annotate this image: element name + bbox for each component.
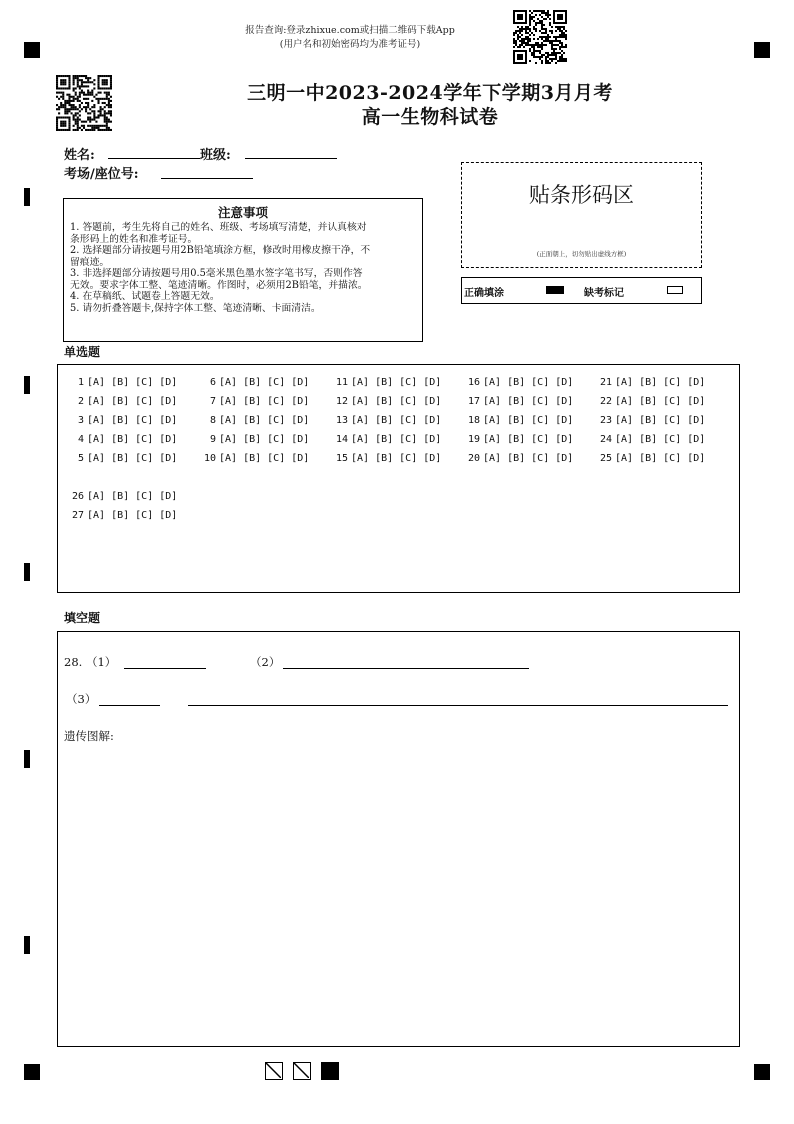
mc-question-25 — [594, 453, 705, 464]
mc-options[interactable]: [A] [B] [C] [D] — [219, 453, 310, 464]
timing-mark — [24, 376, 30, 394]
timing-mark — [24, 563, 30, 581]
registration-mark-bottom-left — [24, 1064, 40, 1080]
mc-question-26 — [66, 491, 177, 502]
timing-mark — [24, 188, 30, 206]
mc-question-16 — [462, 377, 573, 388]
mc-question-24 — [594, 434, 705, 445]
notice-box — [63, 198, 423, 342]
mc-question-11 — [330, 377, 441, 388]
name-label: 姓名: — [64, 148, 95, 163]
exam-subtitle: 高一生物科试卷 — [361, 106, 499, 128]
mc-options[interactable]: [A] [B] [C] [D] — [219, 434, 310, 445]
notice-item: 4. 在草稿纸、试题卷上答题无效。 — [70, 291, 220, 302]
mc-question-14 — [330, 434, 441, 445]
mc-question-number: 1 — [77, 377, 84, 388]
mc-question-number: 13 — [335, 415, 348, 426]
mc-question-number: 11 — [335, 377, 348, 388]
mc-question-1 — [66, 377, 177, 388]
mc-options[interactable]: [A] [B] [C] [D] — [351, 453, 442, 464]
notice-item: 留痕迹。 — [70, 256, 110, 268]
class-field[interactable] — [245, 158, 337, 159]
notice-title: 注意事项 — [217, 205, 268, 220]
fill-blank-area — [57, 631, 740, 1047]
mc-question-number: 15 — [335, 453, 348, 464]
mc-options[interactable]: [A] [B] [C] [D] — [483, 377, 574, 388]
page-mark-filled-icon — [321, 1062, 339, 1080]
barcode-area — [461, 162, 702, 268]
registration-mark-top-right — [754, 42, 770, 58]
mc-question-number: 23 — [599, 415, 612, 426]
page-mark-slash-icon — [293, 1062, 311, 1080]
report-query-line1: 报告查询:登录zhixue.com或扫描二维码下载App — [245, 25, 455, 36]
class-label: 班级: — [200, 148, 231, 163]
mc-options[interactable]: [A] [B] [C] [D] — [219, 377, 310, 388]
mc-question-3 — [66, 415, 177, 426]
report-query-note — [200, 24, 500, 52]
mc-options[interactable]: [A] [B] [C] [D] — [219, 396, 310, 407]
q28-part3-answer-short[interactable] — [99, 705, 160, 706]
mc-question-number: 8 — [209, 415, 216, 426]
multiple-choice-label: 单选题 — [64, 345, 101, 359]
notice-item: 2. 选择题部分请按题号用2B铅笔填涂方框，修改时用橡皮擦干净，不 — [70, 245, 371, 256]
name-field[interactable] — [108, 158, 200, 159]
mc-options[interactable]: [A] [B] [C] [D] — [483, 434, 574, 445]
mc-question-15 — [330, 453, 441, 464]
mc-question-13 — [330, 415, 441, 426]
mc-question-8 — [198, 415, 309, 426]
mc-options[interactable]: [A] [B] [C] [D] — [87, 510, 178, 521]
mc-question-number: 20 — [467, 453, 480, 464]
mc-question-17 — [462, 396, 573, 407]
timing-mark — [24, 750, 30, 768]
app-qr-code-icon — [513, 10, 567, 64]
mc-options[interactable]: [A] [B] [C] [D] — [615, 396, 706, 407]
mc-question-number: 18 — [467, 415, 480, 426]
exam-title: 三明一中2023-2024学年下学期3月月考 — [247, 82, 613, 104]
mc-options[interactable]: [A] [B] [C] [D] — [483, 453, 574, 464]
mc-question-9 — [198, 434, 309, 445]
page-mark-slash-icon — [265, 1062, 283, 1080]
registration-mark-bottom-right — [754, 1064, 770, 1080]
q28-part3-label: （3） — [66, 692, 97, 706]
barcode-area-hint: (正面朝上，切勿贴出虚线方框) — [536, 250, 627, 258]
mc-question-22 — [594, 396, 705, 407]
q28-part1-label: 28. （1） — [64, 655, 117, 669]
mc-question-number: 27 — [71, 510, 84, 521]
mc-question-10 — [198, 453, 309, 464]
mc-question-number: 12 — [335, 396, 348, 407]
mc-question-number: 3 — [77, 415, 84, 426]
mc-question-6 — [198, 377, 309, 388]
correct-fill-label: 正确填涂 — [464, 288, 504, 299]
timing-mark — [24, 936, 30, 954]
seat-field[interactable] — [161, 178, 253, 179]
mc-options[interactable]: [A] [B] [C] [D] — [219, 415, 310, 426]
mc-options[interactable]: [A] [B] [C] [D] — [87, 377, 178, 388]
exam-qr-code-icon — [56, 75, 112, 131]
mc-question-number: 16 — [467, 377, 480, 388]
mc-question-number: 21 — [599, 377, 612, 388]
mc-question-number: 2 — [77, 396, 84, 407]
mc-options[interactable]: [A] [B] [C] [D] — [615, 377, 706, 388]
fill-example-box — [461, 277, 702, 304]
notice-item: 1. 答题前，考生先将自己的姓名、班级、考场填写清楚，并认真核对 — [70, 222, 367, 233]
correct-fill-sample — [546, 286, 564, 294]
mc-question-number: 19 — [467, 434, 480, 445]
mc-options[interactable]: [A] [B] [C] [D] — [87, 396, 178, 407]
notice-item: 5. 请勿折叠答题卡,保持字体工整、笔迹清晰、卡面清洁。 — [70, 302, 321, 314]
notice-item: 3. 非选择题部分请按题号用0.5毫米黑色墨水签字笔书写，否则作答 — [70, 268, 363, 279]
mc-question-number: 24 — [599, 434, 612, 445]
mc-question-number: 14 — [335, 434, 348, 445]
mc-question-number: 4 — [77, 434, 84, 445]
report-query-line2: (用户名和初始密码均为准考证号) — [279, 39, 421, 50]
mc-options[interactable]: [A] [B] [C] [D] — [87, 491, 178, 502]
mc-question-number: 5 — [77, 453, 84, 464]
mc-options[interactable]: [A] [B] [C] [D] — [351, 396, 442, 407]
genetics-diagram-label: 遗传图解: — [64, 729, 114, 743]
mc-question-5 — [66, 453, 177, 464]
registration-mark-top-left — [24, 42, 40, 58]
mc-question-number: 7 — [209, 396, 216, 407]
mc-question-number: 9 — [209, 434, 216, 445]
mc-question-27 — [66, 510, 177, 521]
mc-options[interactable]: [A] [B] [C] [D] — [87, 415, 178, 426]
mc-question-2 — [66, 396, 177, 407]
mc-options[interactable]: [A] [B] [C] [D] — [615, 434, 706, 445]
mc-question-21 — [594, 377, 705, 388]
mc-question-number: 6 — [209, 377, 216, 388]
seat-label: 考场/座位号: — [64, 167, 139, 182]
q28-part1-answer[interactable] — [124, 668, 206, 669]
mc-question-number: 10 — [203, 453, 216, 464]
notice-item: 条形码上的姓名和准考证号。 — [70, 233, 198, 245]
mc-options[interactable]: [A] [B] [C] [D] — [351, 434, 442, 445]
q28-part3-answer-long[interactable] — [188, 705, 728, 706]
absent-mark-box[interactable] — [667, 286, 683, 294]
q28-part2-answer[interactable] — [283, 668, 529, 669]
absent-mark-label: 缺考标记 — [584, 288, 624, 299]
mc-question-number: 25 — [599, 453, 612, 464]
fill-blank-label: 填空题 — [64, 611, 101, 625]
mc-options[interactable]: [A] [B] [C] [D] — [87, 453, 178, 464]
mc-options[interactable]: [A] [B] [C] [D] — [351, 415, 442, 426]
mc-question-7 — [198, 396, 309, 407]
mc-question-number: 26 — [71, 491, 84, 502]
multiple-choice-area — [57, 364, 740, 593]
mc-question-number: 22 — [599, 396, 612, 407]
mc-question-19 — [462, 434, 573, 445]
mc-question-12 — [330, 396, 441, 407]
q28-part2-label: （2） — [250, 655, 281, 669]
mc-options[interactable]: [A] [B] [C] [D] — [483, 396, 574, 407]
mc-options[interactable]: [A] [B] [C] [D] — [483, 415, 574, 426]
mc-question-20 — [462, 453, 573, 464]
mc-options[interactable]: [A] [B] [C] [D] — [351, 377, 442, 388]
mc-question-4 — [66, 434, 177, 445]
mc-question-18 — [462, 415, 573, 426]
notice-item: 无效。要求字体工整、笔迹清晰。作图时，必须用2B铅笔，并描浓。 — [70, 279, 368, 291]
mc-options[interactable]: [A] [B] [C] [D] — [87, 434, 178, 445]
mc-question-number: 17 — [467, 396, 480, 407]
mc-question-23 — [594, 415, 705, 426]
mc-options[interactable]: [A] [B] [C] [D] — [615, 415, 706, 426]
barcode-area-title: 贴条形码区 — [529, 183, 634, 207]
mc-options[interactable]: [A] [B] [C] [D] — [615, 453, 706, 464]
